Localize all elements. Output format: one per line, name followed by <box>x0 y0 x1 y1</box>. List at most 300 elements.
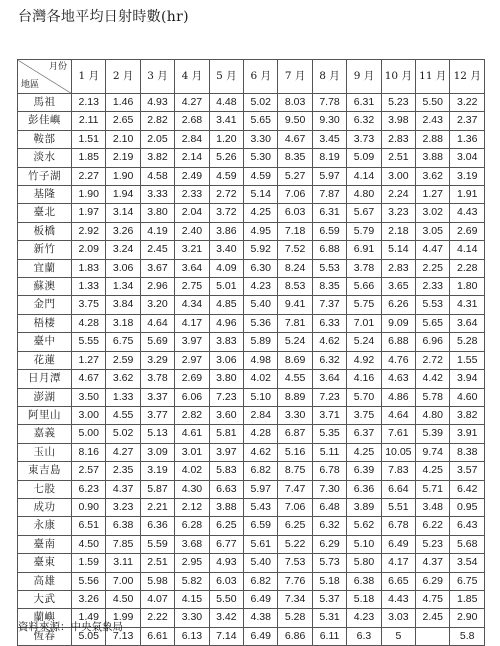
sunshine-value-cell: 5.89 <box>244 333 278 351</box>
station-name: 金門 <box>18 296 72 314</box>
sunshine-value-cell: 3.84 <box>106 296 140 314</box>
sunshine-value-cell: 6.77 <box>209 535 243 553</box>
sunshine-value-cell: 6.51 <box>72 517 106 535</box>
table-row <box>18 590 485 608</box>
sunshine-value-cell: 3.14 <box>106 204 140 222</box>
sunshine-value-cell: 6.42 <box>450 480 485 498</box>
sunshine-value-cell: 3.98 <box>381 112 415 130</box>
sunshine-value-cell: 4.25 <box>416 462 450 480</box>
sunshine-value-cell: 2.43 <box>416 112 450 130</box>
table-row <box>18 112 485 130</box>
table-row <box>18 222 485 240</box>
sunshine-value-cell: 5.02 <box>244 94 278 112</box>
sunshine-value-cell: 1.59 <box>72 554 106 572</box>
sunshine-value-cell: 3.89 <box>347 498 381 516</box>
sunshine-value-cell: 5.98 <box>140 572 174 590</box>
sunshine-value-cell: 5.23 <box>416 535 450 553</box>
sunshine-value-cell: 6.03 <box>278 204 312 222</box>
month-header: 9 月 <box>347 60 381 94</box>
sunshine-value-cell: 4.43 <box>381 590 415 608</box>
sunshine-value-cell: 2.82 <box>140 112 174 130</box>
sunshine-value-cell: 2.25 <box>416 259 450 277</box>
sunshine-value-cell: 2.51 <box>381 149 415 167</box>
sunshine-value-cell: 5.61 <box>244 535 278 553</box>
sunshine-value-cell: 3.09 <box>140 443 174 461</box>
station-name: 蘭嶼 <box>18 609 72 627</box>
sunshine-value-cell: 7.23 <box>312 388 346 406</box>
sunshine-value-cell: 3.75 <box>72 296 106 314</box>
sunshine-value-cell: 6.61 <box>140 627 174 645</box>
sunshine-value-cell: 4.62 <box>312 333 346 351</box>
sunshine-value-cell: 1.94 <box>106 186 140 204</box>
sunshine-value-cell: 3.91 <box>450 425 485 443</box>
sunshine-value-cell: 3.24 <box>106 241 140 259</box>
sunshine-value-cell: 6.3 <box>347 627 381 645</box>
table-row <box>18 241 485 259</box>
sunshine-value-cell: 6.22 <box>416 517 450 535</box>
sunshine-value-cell: 8.16 <box>72 443 106 461</box>
sunshine-value-cell: 4.55 <box>278 370 312 388</box>
sunshine-value-cell: 4.86 <box>381 388 415 406</box>
sunshine-value-cell: 2.65 <box>106 112 140 130</box>
sunshine-value-cell: 1.90 <box>72 186 106 204</box>
sunshine-value-cell: 3.94 <box>450 370 485 388</box>
sunshine-value-cell: 8.89 <box>278 388 312 406</box>
sunshine-value-cell: 6.38 <box>106 517 140 535</box>
station-name: 臺中 <box>18 333 72 351</box>
sunshine-value-cell: 2.05 <box>140 130 174 148</box>
sunshine-value-cell: 5.30 <box>244 149 278 167</box>
sunshine-value-cell: 6.78 <box>381 517 415 535</box>
table-row <box>18 296 485 314</box>
sunshine-value-cell: 4.98 <box>244 351 278 369</box>
sunshine-value-cell: 6.87 <box>278 425 312 443</box>
sunshine-value-cell: 5.28 <box>450 333 485 351</box>
sunshine-value-cell: 3.42 <box>209 609 243 627</box>
sunshine-value-cell: 1.83 <box>72 259 106 277</box>
sunshine-value-cell: 2.33 <box>175 186 209 204</box>
sunshine-value-cell: 2.95 <box>175 554 209 572</box>
sunshine-value-cell: 6.36 <box>140 517 174 535</box>
sunshine-value-cell: 7.83 <box>381 462 415 480</box>
sunshine-value-cell: 2.83 <box>381 259 415 277</box>
sunshine-value-cell: 3.01 <box>175 443 209 461</box>
sunshine-value-cell: 4.38 <box>244 609 278 627</box>
sunshine-value-cell: 6.48 <box>312 498 346 516</box>
sunshine-value-cell: 2.14 <box>175 149 209 167</box>
sunshine-value-cell: 5.40 <box>244 554 278 572</box>
source-note: 資料來源：中央氣象局 <box>18 621 123 633</box>
sunshine-value-cell: 6.06 <box>175 388 209 406</box>
sunshine-value-cell: 0.95 <box>450 498 485 516</box>
sunshine-value-cell: 6.63 <box>209 480 243 498</box>
sunshine-value-cell: 9.30 <box>312 112 346 130</box>
sunshine-value-cell: 5 <box>381 627 415 645</box>
sunshine-value-cell: 6.75 <box>450 572 485 590</box>
sunshine-value-cell: 6.64 <box>381 480 415 498</box>
table-row <box>18 388 485 406</box>
sunshine-value-cell: 3.19 <box>140 462 174 480</box>
sunshine-value-cell: 5.87 <box>140 480 174 498</box>
sunshine-value-cell: 3.23 <box>106 498 140 516</box>
sunshine-value-cell: 5.22 <box>278 535 312 553</box>
month-header: 10 月 <box>381 60 415 94</box>
sunshine-value-cell: 4.37 <box>106 480 140 498</box>
station-name: 鞍部 <box>18 130 72 148</box>
sunshine-value-cell: 2.13 <box>72 94 106 112</box>
sunshine-value-cell: 3.64 <box>175 259 209 277</box>
sunshine-value-cell: 4.27 <box>175 94 209 112</box>
sunshine-value-cell: 4.30 <box>175 480 209 498</box>
station-name: 彭佳嶼 <box>18 112 72 130</box>
station-name: 臺北 <box>18 204 72 222</box>
sunshine-value-cell: 7.23 <box>209 388 243 406</box>
sunshine-value-cell: 4.31 <box>450 296 485 314</box>
sunshine-value-cell: 4.50 <box>106 590 140 608</box>
sunshine-value-cell: 3.40 <box>209 241 243 259</box>
sunshine-value-cell: 5.97 <box>312 167 346 185</box>
sunshine-value-cell: 2.51 <box>140 554 174 572</box>
sunshine-value-cell: 3.33 <box>140 186 174 204</box>
sunshine-value-cell: 7.14 <box>209 627 243 645</box>
sunshine-value-cell: 5.35 <box>312 425 346 443</box>
sunshine-value-cell: 8.19 <box>312 149 346 167</box>
sunshine-value-cell: 4.92 <box>347 351 381 369</box>
sunshine-value-cell: 4.25 <box>347 443 381 461</box>
station-name: 淡水 <box>18 149 72 167</box>
sunshine-value-cell: 6.59 <box>244 517 278 535</box>
sunshine-value-cell: 6.43 <box>450 517 485 535</box>
sunshine-value-cell: 5.14 <box>381 241 415 259</box>
sunshine-value-cell: 4.17 <box>381 554 415 572</box>
sunshine-value-cell: 1.20 <box>209 130 243 148</box>
sunshine-value-cell: 3.04 <box>450 149 485 167</box>
sunshine-value-cell: 3.73 <box>347 130 381 148</box>
sunshine-value-cell: 5.97 <box>244 480 278 498</box>
table-row <box>18 535 485 553</box>
sunshine-value-cell: 3.06 <box>209 351 243 369</box>
sunshine-value-cell: 5.80 <box>347 554 381 572</box>
sunshine-value-cell: 5.40 <box>244 296 278 314</box>
sunshine-value-cell: 4.28 <box>244 425 278 443</box>
sunshine-value-cell: 8.35 <box>312 278 346 296</box>
sunshine-value-cell: 5.23 <box>381 94 415 112</box>
sunshine-value-cell: 5.02 <box>106 425 140 443</box>
sunshine-value-cell: 3.64 <box>450 314 485 332</box>
sunshine-value-cell: 5.65 <box>416 314 450 332</box>
table-row <box>18 94 485 112</box>
table-row <box>18 462 485 480</box>
table-row <box>18 333 485 351</box>
month-header: 5 月 <box>209 60 243 94</box>
sunshine-value-cell: 4.15 <box>175 590 209 608</box>
sunshine-value-cell: 5.81 <box>209 425 243 443</box>
sunshine-value-cell: 5.16 <box>278 443 312 461</box>
sunshine-value-cell: 4.64 <box>381 406 415 424</box>
sunshine-value-cell: 2.37 <box>450 112 485 130</box>
sunshine-value-cell: 2.22 <box>140 609 174 627</box>
sunshine-value-cell: 5.68 <box>450 535 485 553</box>
station-name: 臺東 <box>18 554 72 572</box>
sunshine-value-cell: 1.27 <box>72 351 106 369</box>
sunshine-value-cell: 0.90 <box>72 498 106 516</box>
sunshine-value-cell: 9.09 <box>381 314 415 332</box>
sunshine-value-cell: 4.23 <box>244 278 278 296</box>
station-name: 日月潭 <box>18 370 72 388</box>
sunshine-value-cell: 4.62 <box>244 443 278 461</box>
sunshine-value-cell: 3.29 <box>140 351 174 369</box>
sunshine-value-cell: 2.24 <box>381 186 415 204</box>
sunshine-value-cell: 6.49 <box>381 535 415 553</box>
sunshine-value-cell: 5.27 <box>278 167 312 185</box>
table-row <box>18 204 485 222</box>
sunshine-value-cell: 4.19 <box>140 222 174 240</box>
sunshine-value-cell: 3.97 <box>175 333 209 351</box>
sunshine-value-cell: 2.84 <box>175 130 209 148</box>
sunshine-value-cell: 5.69 <box>140 333 174 351</box>
sunshine-value-cell: 8.53 <box>278 278 312 296</box>
sunshine-value-cell: 5.59 <box>140 535 174 553</box>
sunshine-value-cell: 5.11 <box>312 443 346 461</box>
sunshine-value-cell: 3.19 <box>450 167 485 185</box>
sunshine-value-cell: 3.37 <box>140 388 174 406</box>
sunshine-value-cell: 6.86 <box>278 627 312 645</box>
sunshine-value-cell: 3.11 <box>106 554 140 572</box>
sunshine-value-cell: 4.25 <box>244 204 278 222</box>
sunshine-value-cell: 5.37 <box>312 590 346 608</box>
sunshine-value-cell: 2.68 <box>175 112 209 130</box>
sunshine-value-cell: 2.09 <box>72 241 106 259</box>
sunshine-value-cell: 2.45 <box>140 241 174 259</box>
sunshine-value-cell: 6.82 <box>244 572 278 590</box>
sunshine-value-cell: 4.76 <box>381 351 415 369</box>
sunshine-value-cell: 4.17 <box>175 314 209 332</box>
station-name: 宜蘭 <box>18 259 72 277</box>
sunshine-value-cell: 1.36 <box>450 130 485 148</box>
sunshine-value-cell: 3.20 <box>140 296 174 314</box>
sunshine-value-cell: 6.49 <box>244 627 278 645</box>
sunshine-value-cell: 5.28 <box>278 609 312 627</box>
sunshine-value-cell: 4.59 <box>209 167 243 185</box>
sunshine-value-cell: 3.48 <box>416 498 450 516</box>
sunshine-value-cell: 5.56 <box>72 572 106 590</box>
sunshine-value-cell: 9.41 <box>278 296 312 314</box>
sunshine-value-cell: 3.06 <box>106 259 140 277</box>
sunshine-value-cell: 3.30 <box>175 609 209 627</box>
station-name: 臺南 <box>18 535 72 553</box>
sunshine-value-cell: 6.31 <box>347 94 381 112</box>
corner-months-label: 月份 <box>48 62 67 72</box>
sunshine-value-cell: 2.18 <box>381 222 415 240</box>
sunshine-value-cell: 3.54 <box>450 554 485 572</box>
sunshine-value-cell: 5.24 <box>347 333 381 351</box>
sunshine-value-cell: 3.78 <box>347 259 381 277</box>
sunshine-value-cell: 4.58 <box>140 167 174 185</box>
table-row <box>18 480 485 498</box>
month-header: 3 月 <box>140 60 174 94</box>
sunshine-value-cell: 7.53 <box>278 554 312 572</box>
sunshine-value-cell: 5.75 <box>347 296 381 314</box>
sunshine-value-cell: 2.12 <box>175 498 209 516</box>
sunshine-value-cell: 1.91 <box>450 186 485 204</box>
sunshine-value-cell <box>416 627 450 645</box>
table-row <box>18 443 485 461</box>
sunshine-value-cell: 3.75 <box>347 406 381 424</box>
sunshine-value-cell: 3.30 <box>278 406 312 424</box>
sunshine-value-cell: 5.83 <box>209 462 243 480</box>
sunshine-value-cell: 5.82 <box>175 572 209 590</box>
sunshine-value-cell: 5.43 <box>244 498 278 516</box>
sunshine-value-cell: 5.78 <box>416 388 450 406</box>
table-row <box>18 406 485 424</box>
table-row <box>18 370 485 388</box>
table-row <box>18 572 485 590</box>
sunshine-value-cell: 2.82 <box>175 406 209 424</box>
sunshine-value-cell: 7.06 <box>278 186 312 204</box>
station-name: 恆春 <box>18 627 72 645</box>
sunshine-value-cell: 4.07 <box>140 590 174 608</box>
sunshine-value-cell: 5.51 <box>381 498 415 516</box>
sunshine-value-cell: 3.77 <box>140 406 174 424</box>
month-header: 4 月 <box>175 60 209 94</box>
sunshine-value-cell: 5.53 <box>416 296 450 314</box>
table-row <box>18 351 485 369</box>
table-body <box>18 94 485 646</box>
sunshine-value-cell: 3.22 <box>450 94 485 112</box>
sunshine-value-cell: 4.93 <box>140 94 174 112</box>
table-row <box>18 314 485 332</box>
month-header: 8 月 <box>312 60 346 94</box>
header-row <box>18 60 485 94</box>
station-name: 東吉島 <box>18 462 72 480</box>
sunshine-value-cell: 3.23 <box>381 204 415 222</box>
table-row <box>18 278 485 296</box>
sunshine-value-cell: 3.88 <box>209 498 243 516</box>
month-header: 6 月 <box>244 60 278 94</box>
table-row <box>18 167 485 185</box>
sunshine-value-cell: 4.16 <box>347 370 381 388</box>
station-name: 蘇澳 <box>18 278 72 296</box>
sunshine-value-cell: 8.03 <box>278 94 312 112</box>
sunshine-value-cell: 4.80 <box>347 186 381 204</box>
sunshine-value-cell: 6.88 <box>312 241 346 259</box>
sunshine-value-cell: 4.34 <box>175 296 209 314</box>
sunshine-value-cell: 3.02 <box>416 204 450 222</box>
sunshine-value-cell: 4.50 <box>72 535 106 553</box>
station-name: 板橋 <box>18 222 72 240</box>
sunshine-value-cell: 6.96 <box>416 333 450 351</box>
sunshine-value-cell: 2.69 <box>450 222 485 240</box>
sunshine-value-cell: 3.82 <box>450 406 485 424</box>
sunshine-value-cell: 5.14 <box>244 186 278 204</box>
sunshine-value-cell: 3.78 <box>140 370 174 388</box>
sunshine-value-cell: 1.34 <box>106 278 140 296</box>
sunshine-value-cell: 6.25 <box>278 517 312 535</box>
sunshine-value-cell: 6.29 <box>312 535 346 553</box>
sunshine-value-cell: 7.52 <box>278 241 312 259</box>
sunshine-value-cell: 6.88 <box>381 333 415 351</box>
sunshine-value-cell: 6.26 <box>381 296 415 314</box>
sunshine-value-cell: 1.33 <box>106 388 140 406</box>
station-name: 梧棲 <box>18 314 72 332</box>
sunshine-value-cell: 2.88 <box>416 130 450 148</box>
sunshine-value-cell: 3.26 <box>106 222 140 240</box>
sunshine-value-cell: 7.37 <box>312 296 346 314</box>
sunshine-value-cell: 2.72 <box>416 351 450 369</box>
sunshine-value-cell: 5.50 <box>209 590 243 608</box>
sunshine-value-cell: 3.30 <box>244 130 278 148</box>
sunshine-value-cell: 4.48 <box>209 94 243 112</box>
sunshine-value-cell: 8.69 <box>278 351 312 369</box>
sunshine-value-cell: 5.13 <box>140 425 174 443</box>
sunshine-value-cell: 7.76 <box>278 572 312 590</box>
table-row <box>18 130 485 148</box>
sunshine-value-cell: 1.85 <box>450 590 485 608</box>
corner-station-label: 地區 <box>21 80 40 90</box>
station-name: 玉山 <box>18 443 72 461</box>
table-row <box>18 517 485 535</box>
sunshine-value-cell: 7.18 <box>278 222 312 240</box>
sunshine-value-cell: 3.00 <box>381 167 415 185</box>
sunshine-value-cell: 3.65 <box>381 278 415 296</box>
sunshine-value-cell: 3.71 <box>312 406 346 424</box>
sunshine-value-cell: 3.26 <box>72 590 106 608</box>
sunshine-value-cell: 2.84 <box>244 406 278 424</box>
sunshine-value-cell: 6.78 <box>312 462 346 480</box>
sunshine-value-cell: 5.18 <box>347 590 381 608</box>
sunshine-value-cell: 4.59 <box>244 167 278 185</box>
sunshine-value-cell: 1.46 <box>106 94 140 112</box>
sunshine-value-cell: 3.82 <box>140 149 174 167</box>
sunshine-value-cell: 7.81 <box>278 314 312 332</box>
sunshine-value-cell: 6.28 <box>175 517 209 535</box>
sunshine-value-cell: 4.96 <box>209 314 243 332</box>
sunshine-value-cell: 3.97 <box>209 443 243 461</box>
sunshine-value-cell: 3.67 <box>140 259 174 277</box>
sunshine-value-cell: 5.09 <box>347 149 381 167</box>
sunshine-value-cell: 2.21 <box>140 498 174 516</box>
station-name: 永康 <box>18 517 72 535</box>
sunshine-value-cell: 4.95 <box>244 222 278 240</box>
sunshine-value-cell: 4.75 <box>416 590 450 608</box>
station-name: 嘉義 <box>18 425 72 443</box>
sunshine-value-cell: 5.10 <box>244 388 278 406</box>
sunshine-value-cell: 5.50 <box>416 94 450 112</box>
sunshine-value-cell: 3.57 <box>450 462 485 480</box>
sunshine-value-cell: 5.26 <box>209 149 243 167</box>
sunshine-value-cell: 6.38 <box>347 572 381 590</box>
sunshine-value-cell: 4.28 <box>72 314 106 332</box>
sunshine-value-cell: 6.23 <box>72 480 106 498</box>
sunshine-value-cell: 2.33 <box>416 278 450 296</box>
sunshine-value-cell: 2.83 <box>381 130 415 148</box>
sunshine-value-cell: 5.10 <box>347 535 381 553</box>
sunshine-value-cell: 2.72 <box>209 186 243 204</box>
sunshine-value-cell: 4.55 <box>106 406 140 424</box>
station-name: 澎湖 <box>18 388 72 406</box>
sunshine-value-cell: 7.01 <box>347 314 381 332</box>
sunshine-value-cell: 4.85 <box>209 296 243 314</box>
sunshine-value-cell: 9.74 <box>416 443 450 461</box>
sunshine-value-cell: 7.06 <box>278 498 312 516</box>
sunshine-value-cell: 3.05 <box>416 222 450 240</box>
sunshine-value-cell: 8.24 <box>278 259 312 277</box>
sunshine-value-cell: 1.55 <box>450 351 485 369</box>
sunshine-value-cell: 4.37 <box>416 554 450 572</box>
table-row <box>18 425 485 443</box>
month-header: 1 月 <box>72 60 106 94</box>
sunshine-value-cell: 10.05 <box>381 443 415 461</box>
